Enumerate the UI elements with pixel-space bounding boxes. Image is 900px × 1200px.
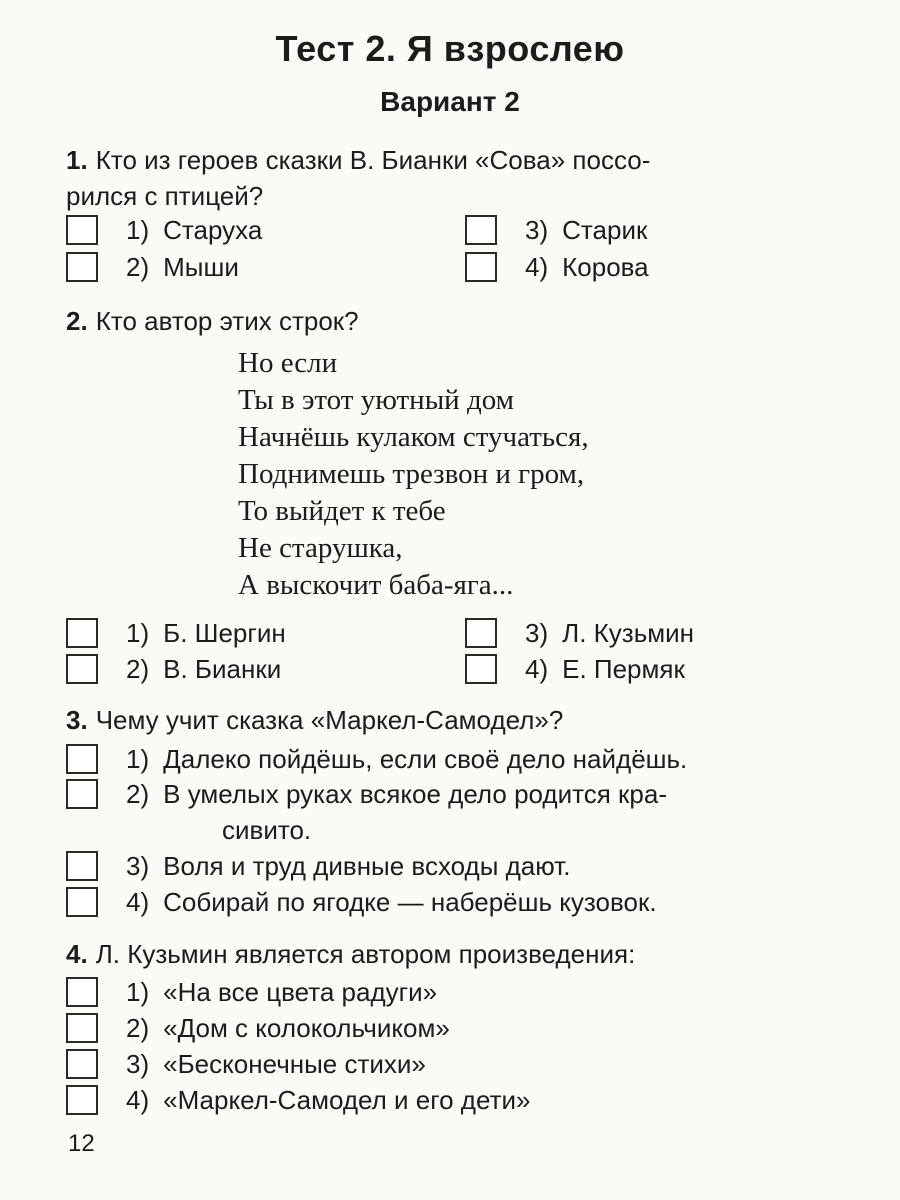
q1-option-1[interactable] [66, 212, 262, 248]
q1-option-2[interactable] [66, 249, 239, 285]
poem-line: Ты в этот уютный дом [238, 384, 515, 416]
question-2-number: 2. [66, 306, 88, 336]
question-4-text: Л. Кузьмин является автором произведения: [95, 939, 636, 969]
q4-option-1-label: «На все цвета радуги» [163, 977, 438, 1007]
q1-option-1-checkbox[interactable] [66, 215, 98, 245]
q3-option-3-num: 3) [126, 851, 150, 881]
q3-option-3-label: Воля и труд дивные всходы дают. [163, 851, 571, 881]
poem-line: Начнёшь кулаком стучаться, [238, 421, 589, 453]
q4-option-4-num: 4) [126, 1085, 150, 1115]
poem-line: А выскочит баба-яга... [238, 569, 514, 601]
q4-option-4-checkbox[interactable] [66, 1085, 98, 1115]
poem-excerpt [238, 345, 589, 604]
q3-option-1-num: 1) [126, 744, 150, 774]
q4-option-3-num: 3) [126, 1049, 150, 1079]
poem-line: Но если [238, 347, 338, 379]
q2-option-4-num: 4) [525, 654, 549, 684]
question-1-text-line2: рился с птицей? [66, 181, 264, 211]
q3-option-2-label: В умелых руках всякое дело родится кра- [163, 779, 667, 809]
q1-option-2-num: 2) [126, 252, 150, 282]
q3-option-4-num: 4) [126, 887, 150, 917]
variant-title: Вариант 2 [380, 86, 520, 117]
question-3-number: 3. [66, 705, 88, 735]
q1-option-1-num: 1) [126, 215, 150, 245]
q3-option-1[interactable] [66, 741, 687, 777]
q1-option-3-label: Старик [562, 215, 648, 245]
q2-option-1[interactable] [66, 615, 286, 651]
q3-option-3-checkbox[interactable] [66, 851, 98, 881]
q2-option-1-checkbox[interactable] [66, 618, 98, 648]
q4-option-3-checkbox[interactable] [66, 1049, 98, 1079]
q3-option-2[interactable] [66, 776, 667, 812]
q1-option-3-checkbox[interactable] [465, 215, 497, 245]
page-number: 12 [68, 1130, 95, 1157]
q1-option-4-num: 4) [525, 252, 549, 282]
q1-option-2-checkbox[interactable] [66, 252, 98, 282]
question-1 [66, 142, 846, 214]
question-3-text: Чему учит сказка «Маркел-Самодел»? [95, 705, 564, 735]
question-2 [66, 303, 846, 339]
q4-option-2-label: «Дом с колокольчиком» [163, 1013, 450, 1043]
q2-option-3[interactable] [465, 615, 694, 651]
q4-option-2-num: 2) [126, 1013, 150, 1043]
test-title: Тест 2. Я взрослею [275, 28, 625, 69]
question-4 [66, 936, 846, 972]
q2-option-2-checkbox[interactable] [66, 654, 98, 684]
q1-option-4[interactable] [465, 249, 649, 285]
q2-option-4[interactable] [465, 651, 685, 687]
q4-option-4-label: «Маркел-Самодел и его дети» [163, 1085, 531, 1115]
poem-line: То выйдет к тебе [238, 495, 446, 527]
q2-option-3-num: 3) [525, 618, 549, 648]
q3-option-4-checkbox[interactable] [66, 887, 98, 917]
q1-option-3-num: 3) [525, 215, 549, 245]
q2-option-2-num: 2) [126, 654, 150, 684]
q2-option-1-label: Б. Шергин [163, 618, 286, 648]
question-3 [66, 702, 846, 738]
q1-option-2-label: Мыши [163, 252, 239, 282]
q3-option-4[interactable] [66, 884, 657, 920]
q1-option-4-checkbox[interactable] [465, 252, 497, 282]
poem-line: Не старушка, [238, 532, 403, 564]
q3-option-1-label: Далеко пойдёшь, если своё дело найдёшь. [163, 744, 688, 774]
q2-option-2[interactable] [66, 651, 281, 687]
q2-option-2-label: В. Бианки [163, 654, 282, 684]
q2-option-1-num: 1) [126, 618, 150, 648]
question-4-number: 4. [66, 939, 88, 969]
question-1-number: 1. [66, 145, 88, 175]
q4-option-3[interactable] [66, 1046, 426, 1082]
q3-option-1-checkbox[interactable] [66, 744, 98, 774]
q2-option-4-label: Е. Пермяк [562, 654, 685, 684]
q3-option-2-num: 2) [126, 779, 150, 809]
q2-option-3-label: Л. Кузьмин [562, 618, 695, 648]
q3-option-2-checkbox[interactable] [66, 779, 98, 809]
q3-option-3[interactable] [66, 848, 570, 884]
q4-option-1-num: 1) [126, 977, 150, 1007]
q2-option-4-checkbox[interactable] [465, 654, 497, 684]
q4-option-2-checkbox[interactable] [66, 1013, 98, 1043]
q1-option-4-label: Корова [562, 252, 649, 282]
q3-option-2-continuation: сивито. [222, 815, 312, 845]
q4-option-1-checkbox[interactable] [66, 977, 98, 1007]
q4-option-1[interactable] [66, 974, 437, 1010]
q2-option-3-checkbox[interactable] [465, 618, 497, 648]
question-1-text-line1: Кто из героев сказки В. Бианки «Сова» поссо- [95, 145, 651, 175]
q1-option-3[interactable] [465, 212, 647, 248]
q4-option-4[interactable] [66, 1082, 530, 1118]
q1-option-1-label: Старуха [163, 215, 263, 245]
question-2-text: Кто автор этих строк? [95, 306, 359, 336]
q3-option-4-label: Собирай по ягодке — наберёшь кузовок. [163, 887, 657, 917]
poem-line: Поднимешь трезвон и гром, [238, 458, 585, 490]
q4-option-2[interactable] [66, 1010, 450, 1046]
q4-option-3-label: «Бесконечные стихи» [163, 1049, 426, 1079]
